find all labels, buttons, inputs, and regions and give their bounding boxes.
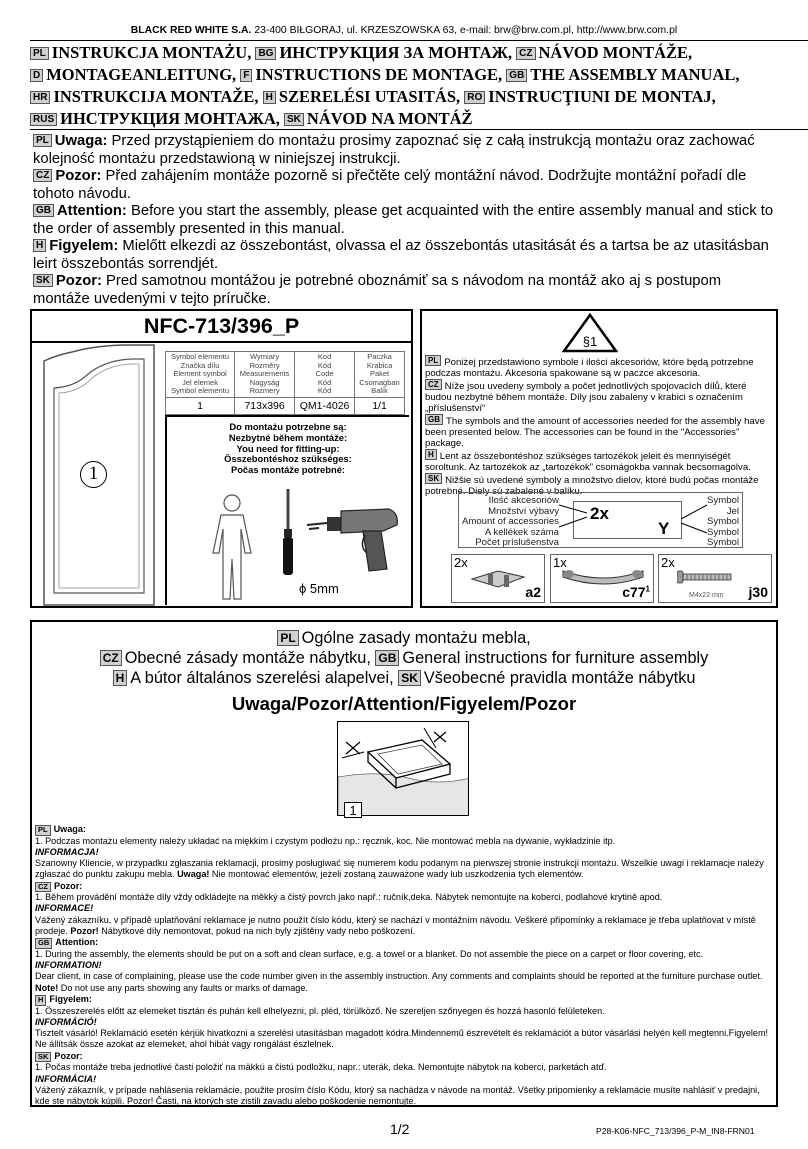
intro-text: Před zahájením montáže pozorně si přečtěte celý montážní návod. Dodržujte montážní pořadí dle tohoto návodu.: [33, 168, 747, 202]
language-tag: H: [425, 449, 437, 460]
general-block-heading: [35, 1051, 775, 1063]
title-text: NÁVOD NA MONTÁŽ: [306, 109, 473, 128]
general-info-heading: INFORMACE!: [35, 903, 94, 914]
general-text: [35, 824, 775, 1107]
legend-right-line: Jel: [726, 505, 739, 517]
title-text: SZERELÉSI UTASITÁS,: [278, 87, 461, 106]
general-title-text: Ogólne zasady montażu mebla,: [301, 629, 531, 647]
general-info-text: [35, 971, 775, 994]
legend-right-line: Symbol: [707, 537, 739, 549]
general-block-label: Pozor:: [54, 880, 83, 891]
language-tag: PL: [277, 630, 298, 646]
title-line: [30, 64, 800, 86]
title-text: ИНСТРУКЦИЯ ЗА МОНТАЖ,: [279, 43, 513, 62]
general-titles: [32, 628, 776, 688]
language-tag: CZ: [100, 650, 122, 666]
general-info-heading: INFORMATION!: [35, 960, 102, 971]
general-block-label: Figyelem:: [49, 994, 92, 1005]
general-info-heading: INFORMÁCIÓ!: [35, 1016, 97, 1027]
general-info-note: Note!: [35, 982, 59, 993]
general-title-text: A bútor általános szerelési alapelvei,: [130, 669, 394, 687]
general-rule-text: 1. Během provádění montáže díly vždy odkládejte na měkký a čistý povrch jako např.: ručník,deka. Nábytek nemontujte na koberci, podlahové krytině apod.: [35, 892, 663, 903]
general-title-line: [32, 628, 776, 648]
legend-symbol: Y: [658, 519, 670, 538]
general-title-text: General instructions for furniture assembly: [402, 649, 709, 667]
language-tag: RO: [464, 91, 485, 104]
language-tag: GB: [33, 204, 54, 217]
general-title-text: Všeobecné pravidla montáže nábytku: [423, 669, 696, 687]
general-info-part: Tisztelt vásárló! Reklamáció esetén kérjük hivatkozni a szerelési utasításban magadott kódra.Mindennemű észrevételt és reklamációt a bútor vásárlási helyén kell megtenni.Figyelem! Ne állítsák össze azokat az elemeket, ahol hibát vagy rongálást észlelnek.: [35, 1028, 769, 1050]
title-text: ИНСТРУКЦИЯ МОНТАЖА,: [60, 109, 280, 128]
language-tag: CZ: [425, 379, 442, 390]
language-tag: SK: [33, 274, 53, 287]
product-code: NFC-713/396_P: [143, 314, 300, 338]
title-line: [30, 86, 800, 108]
item-c77-code: $c77^1$: [622, 584, 650, 600]
legend-right-line: Symbol: [707, 516, 739, 528]
language-tag: SK: [35, 1052, 51, 1063]
warning-heading: Uwaga/Pozor/Attention/Figyelem/Pozor: [231, 693, 577, 714]
language-tag: PL: [35, 825, 51, 836]
language-tag: F: [240, 69, 252, 82]
language-tag: GB: [375, 650, 399, 666]
intro-warnings: [33, 133, 778, 308]
item-a2-code: a2: [525, 584, 541, 600]
legend-right: [707, 496, 739, 549]
language-tag: BG: [255, 47, 276, 60]
general-info-text: [35, 915, 775, 938]
general-info-heading: INFORMÁCIA!: [35, 1073, 97, 1084]
general-info-part: Vážený zákazníku, v případě uplatňování reklamace je nutno použít číslo kódu, který se nachází v montážním návodu. Veškeré připomínky a reklamace je třeba uplatňovat v místě prodeje.: [35, 914, 756, 937]
intro-paragraph: [33, 238, 778, 273]
item-a2: [451, 554, 545, 603]
title-text: THE ASSEMBLY MANUAL,: [530, 65, 740, 84]
language-tag: SK: [284, 113, 304, 126]
intro-label: Uwaga:: [54, 133, 108, 149]
language-tag: H: [35, 995, 46, 1006]
legend-left-line: Ilość akcesoriów: [488, 495, 559, 506]
drill-bit-size: ϕ 5mm: [299, 581, 339, 596]
general-block-label: Attention:: [55, 937, 99, 948]
top-rule: [30, 40, 808, 41]
language-tag: PL: [30, 47, 49, 60]
cell-package: 1/1: [355, 397, 405, 414]
intro-paragraph: [33, 203, 778, 238]
manual-titles: [30, 42, 800, 130]
col-dimensions: Wymiary Rozměry Measurements Nagyság Rozmery: [235, 352, 295, 398]
general-title-line: [32, 648, 776, 668]
cell-symbol: 1: [166, 397, 235, 414]
intro-paragraph: [33, 168, 778, 203]
title-text: NÁVOD MONTÁŽE,: [538, 43, 693, 62]
product-box: [30, 309, 413, 608]
title-text: INSTRUKCIJA MONTAŽE,: [53, 87, 259, 106]
language-tag: H: [263, 91, 276, 104]
intro-text: Mielőtt elkezdi az összebontást, olvassa el az összebontás utasitását és a tartsa be az utasitásban leirt összebontás sorrendjét.: [33, 238, 769, 272]
item-c77: [550, 554, 654, 603]
general-info-note: Uwaga!: [177, 869, 210, 880]
intro-label: Pozor:: [55, 168, 102, 184]
general-block-heading: [35, 994, 775, 1006]
item-j30: [658, 554, 772, 603]
drill-icon: [307, 495, 407, 575]
document-id: P28-K06-NFC_713/396_P-M_IN8-FRN01: [596, 1126, 755, 1136]
intro-label: Figyelem:: [49, 238, 119, 254]
general-info-part: Nábytkové díly nemontovat, pokud na nich byly zjištěny vady nebo poškození.: [98, 926, 416, 937]
general-rule-text: 1. Počas montáže treba jednotlivé časti položiť na mäkkú a čistú podložku, napr.: uterák, deka. Nemontujte nábytok na koberci, parketách atď.: [35, 1062, 607, 1073]
general-block-label: Pozor:: [54, 1050, 83, 1061]
legend-arrows: [459, 493, 744, 549]
intro-label: Attention:: [57, 203, 127, 219]
language-tag: GB: [425, 414, 443, 425]
item-c77-qty: 1x: [553, 555, 567, 570]
general-info-text: [35, 1028, 775, 1051]
col-code: Kod Kód Code Kód Kód: [295, 352, 355, 398]
accessories-paragraph: [425, 379, 770, 414]
general-title-text: Obecné zásady montáže nábytku,: [124, 649, 371, 667]
general-info-heading: INFORMACJA!: [35, 846, 99, 857]
company-address: 23-400 BIŁGORAJ, ul. KRZESZOWSKA 63, e-mail: brw@brw.com.pl, http://www.brw.com.pl: [254, 25, 678, 36]
language-tag: GB: [35, 938, 52, 949]
general-info-part: Dear client, in case of complaining, please use the code number given in the assembly instruction. Any comments and complaints should be reported at the furniture purchase outlet.: [35, 971, 763, 982]
item-j30-qty: 2x: [661, 555, 675, 570]
general-info-text: [35, 858, 775, 881]
intro-paragraph: [33, 273, 778, 308]
item-j30-size: M4x22 mm: [689, 592, 724, 599]
general-title-line: [32, 668, 776, 688]
general-instructions-box: [30, 620, 778, 1107]
accessories-paragraph: [425, 414, 770, 449]
legend-right-line: Symbol: [707, 495, 739, 506]
tools-panel: [165, 415, 409, 605]
item-a2-qty: 2x: [454, 555, 468, 570]
language-tag: PL: [33, 134, 52, 147]
element-table: [165, 351, 405, 415]
general-info-part: Nie montować elementów, jeżeli zostaną zauważone wady lub uszkodzenia tych elementów.: [209, 869, 584, 880]
title-text: INSTRUCTIONS DE MONTAGE,: [255, 65, 503, 84]
language-tag: HR: [30, 91, 50, 104]
title-line: [30, 42, 800, 64]
accessories-paragraph-text: Poniżej przedstawiono symbole i ilości akcesoriów, które będą potrzebne podczas montażu. Akcesoria spakowane są w paczce akcesoria.: [425, 357, 754, 379]
general-info-text: [35, 1085, 775, 1108]
language-tag: RUS: [30, 113, 57, 126]
screw-icon: [677, 569, 735, 585]
intro-paragraph: [33, 133, 778, 168]
language-tag: H: [113, 670, 128, 686]
cell-code: QM1-4026: [295, 397, 355, 414]
language-tag: D: [30, 69, 43, 82]
warning-paragraph-sign: [562, 313, 618, 353]
general-info-part: Szanowny Kliencie, w przypadku zgłaszania reklamacji, prosimy posługiwać się numerem kodu podanym na pierwszej stronie instrukcji montażu. Wszelkie uwagi i reklamacje należy zgłaszać do punktu zakupu mebla.: [35, 858, 764, 880]
language-tag: SK: [398, 670, 421, 686]
bracket-icon: [468, 565, 528, 595]
accessories-paragraph-text: The symbols and the amount of accessories needed for the assembly have been presented below. The accessories can be found in the "Accessories" package.: [425, 416, 765, 449]
tools-title: Do montażu potrzebne są: Nezbytné během montáže: You need for fitting-up: Összebontéshoz szükséges: Počas montáže potrebné:: [224, 421, 352, 476]
person-icon: [207, 493, 257, 603]
legend-left-line: Množství výbavy: [488, 505, 559, 517]
general-rule-text: 1. During the assembly, the elements should be put on a soft and clean surface, e.g. a towel or a blanket. Do not assemble the piece on a carpet or floor covering, etc.: [35, 948, 704, 959]
intro-text: Przed przystąpieniem do montażu prosimy zapoznać się z całą instrukcją montażu oraz zachować kolejność montażu przedstawioną w niniejszej instrukcji.: [33, 133, 755, 167]
legend-left-line: Počet príslušenstva: [475, 537, 559, 549]
accessories-paragraph-text: Níže jsou uvedeny symboly a počet jednotlivých spojovacích dílů, které budou nezbytné během montáže. Díly jsou zabaleny v krabici s označením „příslušenství“: [425, 381, 747, 414]
item-j30-code: j30: [748, 584, 768, 600]
language-tag: CZ: [516, 47, 535, 60]
general-info-part: Do not use any parts showing any faults or marks of damage.: [58, 982, 308, 993]
general-info-part: Vážený zákazník, v prípade nahlásenia reklamácie, použite prosím číslo Kódu, ktorý sa nachádza v návode na montáž. Všetky pripomienky a reklamácie musíte nahlásiť v predajni, kde ste nábytok kúpili. Pozor! Časti, na ktorých ste zistili zavadu alebo poškodenie nemontujte.: [35, 1084, 760, 1107]
general-block-label: Uwaga:: [53, 824, 86, 834]
figure-number-label: 1: [349, 803, 357, 818]
element-number: 1: [88, 463, 99, 484]
col-symbol: Symbol elementu Značka dílu Element symbol Jel elemek Symbol elementu: [166, 352, 235, 398]
language-tag: CZ: [33, 169, 52, 182]
language-tag: GB: [506, 69, 527, 82]
accessories-paragraph-text: Lent az összebontéshoz szükséges tartozékok jeleit és mennyiségét soroltunk. Az tartozékok az „tartozékok” csomágokba vannak becsomagolva.: [425, 451, 751, 473]
title-text: INSTRUKCJA MONTAŻU,: [51, 43, 252, 62]
figure-number: [344, 802, 362, 818]
intro-text: Pred samotnou montážou je potrebné oboznámiť sa s návodom na montáž ako aj s postupom montáže uvedenými v tejto príručke.: [33, 273, 722, 307]
legend-left-line: A kellékek száma: [484, 526, 559, 538]
general-rule-text: 1. Podczas montażu elementy należy układać na miękkim i czystym podłożu np.: ręcznik, koc. Nie montować mebla na dywanie, wykładzinie itp.: [35, 835, 616, 846]
screwdriver-icon: [277, 489, 299, 577]
general-block-heading: [35, 824, 775, 836]
company-name: BLACK RED WHITE S.A.: [130, 25, 252, 36]
cell-dimensions: 713x396: [235, 397, 295, 414]
accessories-box: [420, 309, 778, 608]
language-tag: H: [33, 239, 46, 252]
general-rule-text: 1. Összeszerelés előtt az elemeket tisztán és puhán kell elhelyezni, pl. pléd, törülköző. Ne szereljen szőnyegen és hozzá hasonló felületeken.: [35, 1005, 605, 1016]
sign-label: §1: [582, 334, 598, 349]
title-text: INSTRUCŢIUNI DE MONTAJ,: [488, 87, 716, 106]
title-text: MONTAGEANLEITUNG,: [46, 65, 237, 84]
general-block-heading: [35, 881, 775, 893]
general-block-heading: [35, 937, 775, 949]
intro-text: Before you start the assembly, please get acquainted with the entire assembly manual and stick to the order of assembly presented in this manual.: [33, 203, 774, 237]
intro-label: Pozor:: [55, 273, 102, 289]
accessories-paragraph-text: Nižšie sú uvedené symboly a množstvo dielov, ktoré budú počas montáže potrebné. Diely sú zabalené v balíku.: [425, 475, 759, 497]
accessories-paragraph: [425, 449, 770, 473]
titles-rule: [30, 129, 808, 130]
col-package: Paczka Krabica Paket Csomagban Balík: [355, 352, 405, 398]
title-line: [30, 108, 800, 130]
language-tag: PL: [425, 355, 441, 366]
legend-qty: 2x: [590, 504, 609, 523]
company-header: [0, 24, 808, 38]
element-number-badge: [80, 461, 107, 488]
legend-right-line: Symbol: [707, 526, 739, 538]
language-tag: SK: [425, 473, 442, 484]
language-tag: CZ: [35, 882, 51, 893]
legend-left-line: Amount of accessories: [461, 516, 559, 528]
accessory-legend: [458, 492, 743, 548]
general-info-note: Pozor!: [70, 926, 99, 937]
page-number: 1/2: [390, 1121, 410, 1137]
accessories-paragraph: [425, 355, 770, 379]
accessories-text: [425, 355, 770, 497]
